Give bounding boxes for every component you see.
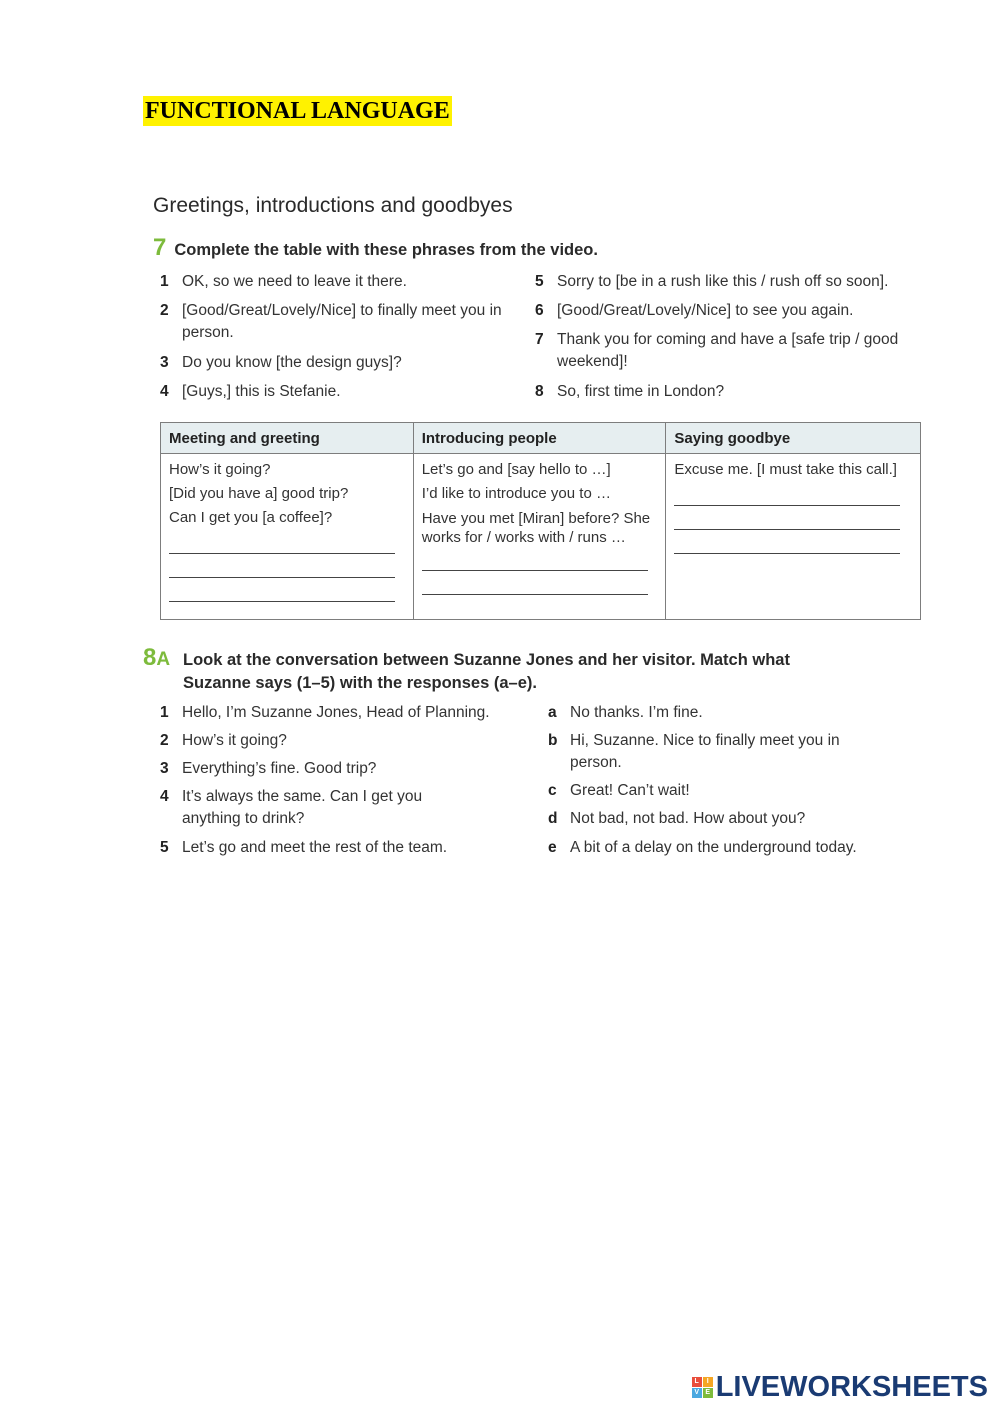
- exercise-7-instruction: Complete the table with these phrases from the video.: [174, 241, 598, 259]
- table-row: [161, 454, 921, 620]
- answer-blank[interactable]: [674, 508, 900, 530]
- meeting-cell: [161, 454, 414, 620]
- column-header-introducing: Introducing people: [413, 423, 666, 454]
- exercise-8-item: 2 How’s it going?: [160, 732, 287, 749]
- table-phrase: Have you met [Miran] before? She works for / works with / runs …: [421, 510, 651, 546]
- answer-blank[interactable]: [422, 549, 648, 571]
- table-phrase: [Did you have a] good trip?: [169, 485, 349, 502]
- exercise-8-item: 3 Everything’s fine. Good trip?: [160, 760, 377, 777]
- goodbye-cell: [666, 454, 921, 620]
- column-header-meeting: Meeting and greeting: [161, 423, 414, 454]
- exercise-8-response: d Not bad, not bad. How about you?: [548, 810, 806, 827]
- exercise-7-item: 1 OK, so we need to leave it there.: [160, 273, 407, 290]
- answer-blank[interactable]: [674, 484, 900, 506]
- liveworksheets-logo-icon: L I V E: [692, 1377, 713, 1398]
- answer-blank[interactable]: [674, 532, 900, 554]
- exercise-8-response: e A bit of a delay on the underground today.: [548, 839, 857, 856]
- exercise-8-instruction: Look at the conversation between Suzanne Jones and her visitor. Match what Suzanne says (1–5) with the responses (a–e).: [183, 651, 790, 692]
- exercise-8-number: 8: [143, 644, 157, 671]
- exercise-8-response: a No thanks. I’m fine.: [548, 704, 703, 721]
- exercise-7-item: 3 Do you know [the design guys]?: [160, 354, 402, 371]
- table-phrase: How’s it going?: [169, 461, 271, 478]
- answer-blank[interactable]: [169, 580, 395, 602]
- answer-blank[interactable]: [169, 532, 395, 554]
- exercise-8-item: 4 It’s always the same. Can I get you anything to drink?: [160, 788, 423, 827]
- exercise-7-item: 8 So, first time in London?: [535, 383, 725, 400]
- exercise-8-item: 1 Hello, I’m Suzanne Jones, Head of Planning.: [160, 704, 490, 721]
- liveworksheets-logo[interactable]: [692, 1371, 988, 1404]
- page-title: FUNCTIONAL LANGUAGE: [145, 98, 450, 124]
- table-header-row: [161, 423, 921, 454]
- exercise-8-response: b Hi, Suzanne. Nice to finally meet you in person.: [548, 732, 840, 771]
- exercise-7-item: 6 [Good/Great/Lovely/Nice] to see you again.: [535, 302, 854, 319]
- column-header-goodbye: Saying goodbye: [666, 423, 921, 454]
- introducing-cell: [413, 454, 666, 620]
- exercise-7-number: 7: [153, 234, 167, 261]
- exercise-7-item: 4 [Guys,] this is Stefanie.: [160, 383, 341, 400]
- table-phrase: Excuse me. [I must take this call.]: [674, 461, 897, 478]
- exercise-8-response: c Great! Can’t wait!: [548, 782, 690, 799]
- liveworksheets-logo-text: LIVEWORKSHEETS: [715, 1371, 988, 1403]
- section-heading: Greetings, introductions and goodbyes: [153, 194, 513, 217]
- exercise-7-item: 5 Sorry to [be in a rush like this / rush off so soon].: [535, 273, 889, 290]
- exercise-8-item: 5 Let’s go and meet the rest of the team.: [160, 839, 448, 856]
- answer-blank[interactable]: [422, 573, 648, 595]
- answer-blank[interactable]: [169, 556, 395, 578]
- table-phrase: I’d like to introduce you to …: [421, 485, 611, 502]
- table-phrase: Let’s go and [say hello to …]: [421, 461, 611, 478]
- exercise-7-item: 7 Thank you for coming and have a [safe trip / good weekend]!: [535, 331, 899, 370]
- phrases-table: [160, 422, 921, 620]
- table-phrase: Can I get you [a coffee]?: [169, 509, 333, 526]
- exercise-7-item: 2 [Good/Great/Lovely/Nice] to finally meet you in person.: [160, 302, 502, 341]
- exercise-8-letter: A: [156, 649, 171, 670]
- exercise-7-heading: [153, 236, 598, 262]
